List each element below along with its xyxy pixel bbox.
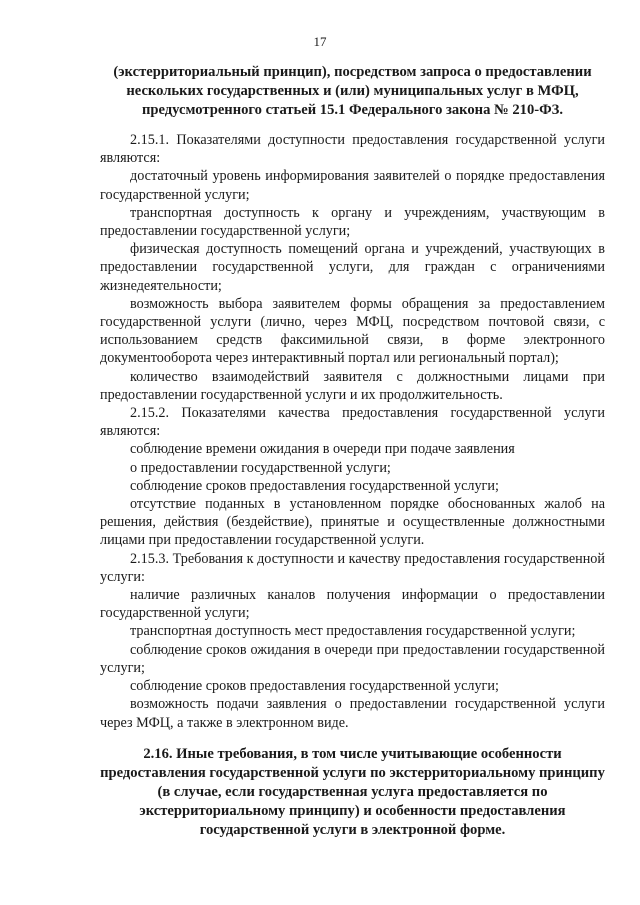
list-item: соблюдение сроков предоставления государственной услуги;	[130, 477, 499, 494]
list-item: о предоставлении государственной услуги;	[130, 459, 391, 476]
list-item: количество взаимодействий заявителя с должностными лицами при предоставлении государственной услуги и их продолжительность.	[100, 368, 605, 403]
paragraph-2-15-1: 2.15.1. Показателями доступности предоставления государственной услуги являются:	[100, 132, 605, 167]
list-item: транспортная доступность мест предоставления государственной услуги;	[130, 623, 576, 640]
body-text	[100, 131, 605, 732]
list-item: возможность подачи заявления о предоставлении государственной услуги через МФЦ, а также в электронном виде.	[100, 696, 605, 731]
list-item: физическая доступность помещений органа и учреждений, участвующих в предоставлении государственной услуги, для граждан с ограничениями жизнедеятельности;	[100, 241, 605, 294]
list-item: соблюдение сроков предоставления государственной услуги;	[130, 678, 499, 695]
list-item: соблюдение времени ожидания в очереди при подаче заявления	[130, 441, 515, 458]
list-item: наличие различных каналов получения информации о предоставлении государственной услуги;	[100, 587, 605, 622]
list-item: достаточный уровень информирования заявителей о порядке предоставления государственной услуги;	[100, 168, 605, 203]
list-item: возможность выбора заявителем формы обращения за предоставлением государственной услуги (лично, через МФЦ, посредством почтовой связи, с использованием средств факсимильной связи, в форме электронного документооборота через интерактивный портал или региональный портал);	[100, 295, 605, 367]
section-heading-2-16: 2.16. Иные требования, в том числе учитывающие особенности предоставления государственной услуги по экстерриториальному принципу (в случае, если государственная услуга предоставляется по экстерриториальному принципу) и особенности предоставления государственной услуги в электронной форме.	[100, 746, 605, 838]
list-item: соблюдение сроков ожидания в очереди при предоставлении государственной услуги;	[100, 641, 605, 676]
paragraph-2-15-2: 2.15.2. Показателями качества предоставления государственной услуги являются:	[100, 405, 605, 440]
section-heading-continued: (экстерриториальный принцип), посредством запроса о предоставлении нескольких государственных и (или) муниципальных услуг в МФЦ, предусмотренного статьей 15.1 Федерального закона № 210-ФЗ.	[113, 64, 592, 118]
page-number: 17	[313, 34, 327, 49]
paragraph-2-15-3: 2.15.3. Требования к доступности и качеству предоставления государственной услуги:	[100, 550, 605, 585]
list-item: транспортная доступность к органу и учреждениям, участвующим в предоставлении государственной услуги;	[100, 204, 605, 240]
list-item: отсутствие поданных в установленном порядке обоснованных жалоб на решения, действия (бездействие), принятые и осуществленные должностными лицами при предоставлении государственной услуги.	[100, 496, 605, 549]
